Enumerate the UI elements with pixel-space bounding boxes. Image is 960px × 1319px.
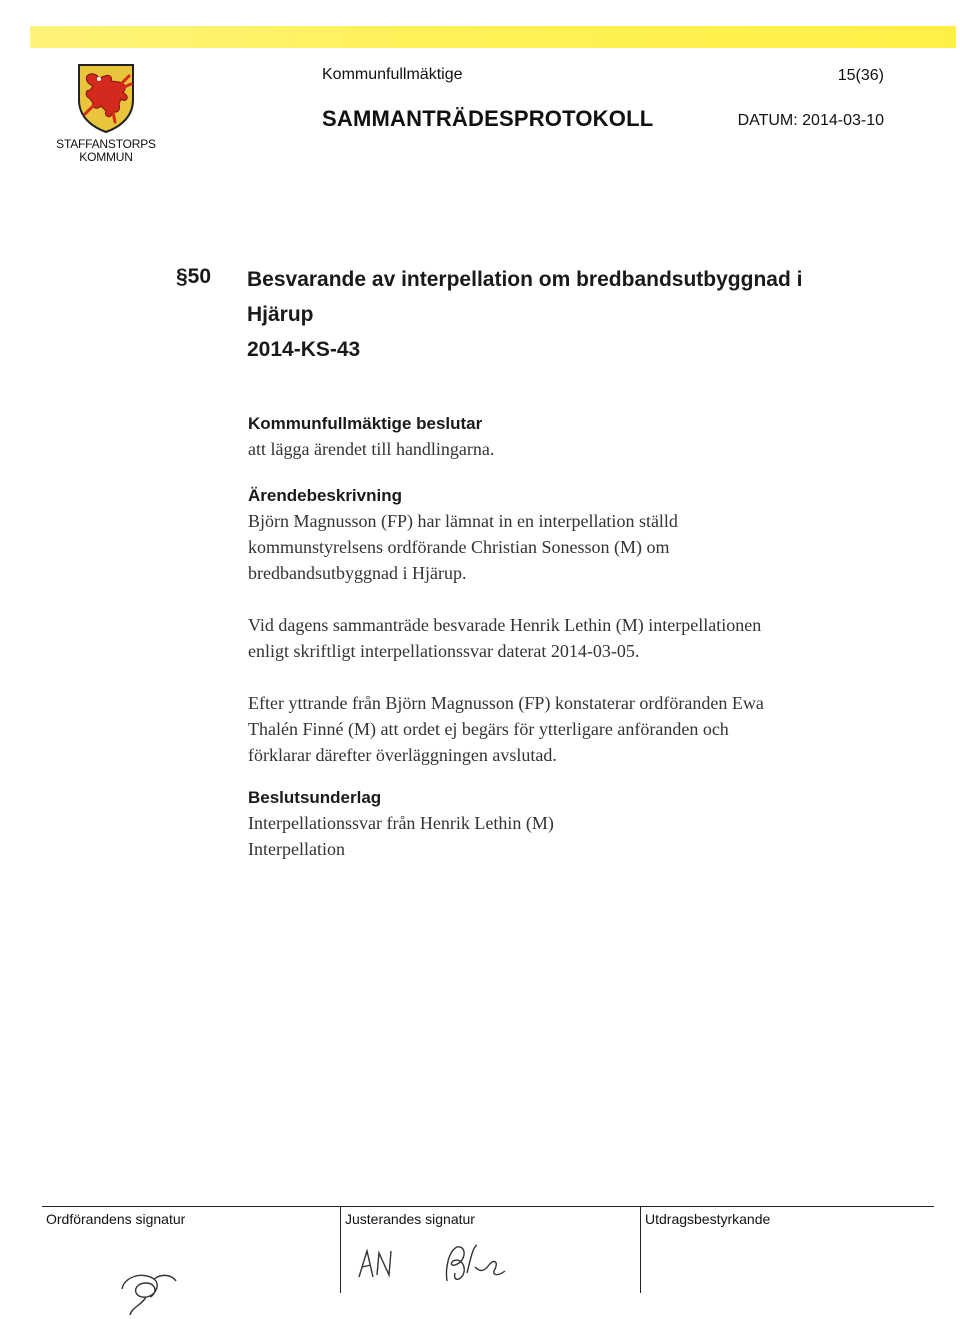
basis-list bbox=[248, 810, 888, 862]
protocol-body bbox=[248, 412, 888, 862]
section-number: §50 bbox=[176, 265, 212, 288]
section-title bbox=[247, 262, 887, 367]
paragraph-line: Efter yttrande från Björn Magnusson (FP) konstaterar ordföranden Ewa bbox=[248, 693, 764, 713]
paragraph-line: kommunstyrelsens ordförande Christian Sonesson (M) om bbox=[248, 537, 670, 557]
description-paragraph bbox=[248, 612, 888, 664]
chair-signature-cell bbox=[42, 1207, 338, 1293]
committee-name: Kommunfullmäktige bbox=[322, 66, 463, 83]
description-paragraph bbox=[248, 508, 888, 586]
document-date: DATUM: 2014-03-10 bbox=[737, 112, 884, 129]
page-number: 15(36) bbox=[837, 67, 884, 84]
paragraph-line: förklarar därefter överläggningen avslutad. bbox=[248, 745, 557, 765]
logo-text-line2: KOMMUN bbox=[79, 150, 133, 164]
basis-item: Interpellation bbox=[248, 839, 345, 859]
basis-heading: Beslutsunderlag bbox=[248, 788, 382, 807]
description-heading: Ärendebeskrivning bbox=[248, 486, 402, 505]
case-number: 2014-KS-43 bbox=[247, 338, 361, 361]
description-paragraph bbox=[248, 690, 888, 768]
adjuster-signature-mark bbox=[349, 1237, 549, 1287]
chair-signature-label: Ordförandens signatur bbox=[46, 1211, 186, 1227]
municipality-logo bbox=[50, 62, 162, 162]
decision-heading: Kommunfullmäktige beslutar bbox=[248, 414, 483, 433]
signature-table bbox=[42, 1206, 934, 1297]
highlighter-bar bbox=[30, 26, 956, 48]
extract-certification-label: Utdragsbestyrkande bbox=[645, 1211, 771, 1227]
logo-text-line1: STAFFANSTORPS bbox=[56, 137, 156, 151]
extract-certification-cell bbox=[640, 1207, 935, 1293]
paragraph-line: enligt skriftligt interpellationssvar daterat 2014-03-05. bbox=[248, 641, 640, 661]
basis-item: Interpellationssvar från Henrik Lethin (M) bbox=[248, 813, 554, 833]
paragraph-line: bredbandsutbyggnad i Hjärup. bbox=[248, 563, 467, 583]
adjuster-signature-cell bbox=[340, 1207, 639, 1293]
paragraph-line: Vid dagens sammanträde besvarade Henrik Lethin (M) interpellationen bbox=[248, 615, 762, 635]
paragraph-line: Thalén Finné (M) att ordet ej begärs för ytterligare anföranden och bbox=[248, 719, 729, 739]
document-title: SAMMANTRÄDESPROTOKOLL bbox=[322, 106, 654, 131]
chair-signature-mark bbox=[102, 1249, 192, 1319]
section-title-line2: Hjärup bbox=[247, 303, 314, 326]
coat-of-arms-icon bbox=[75, 62, 137, 134]
paragraph-line: Björn Magnusson (FP) har lämnat in en interpellation ställd bbox=[248, 511, 678, 531]
decision-text: att lägga ärendet till handlingarna. bbox=[248, 439, 495, 459]
adjuster-signature-label: Justerandes signatur bbox=[345, 1211, 475, 1227]
section-title-line1: Besvarande av interpellation om bredbandsutbyggnad i bbox=[247, 268, 803, 291]
